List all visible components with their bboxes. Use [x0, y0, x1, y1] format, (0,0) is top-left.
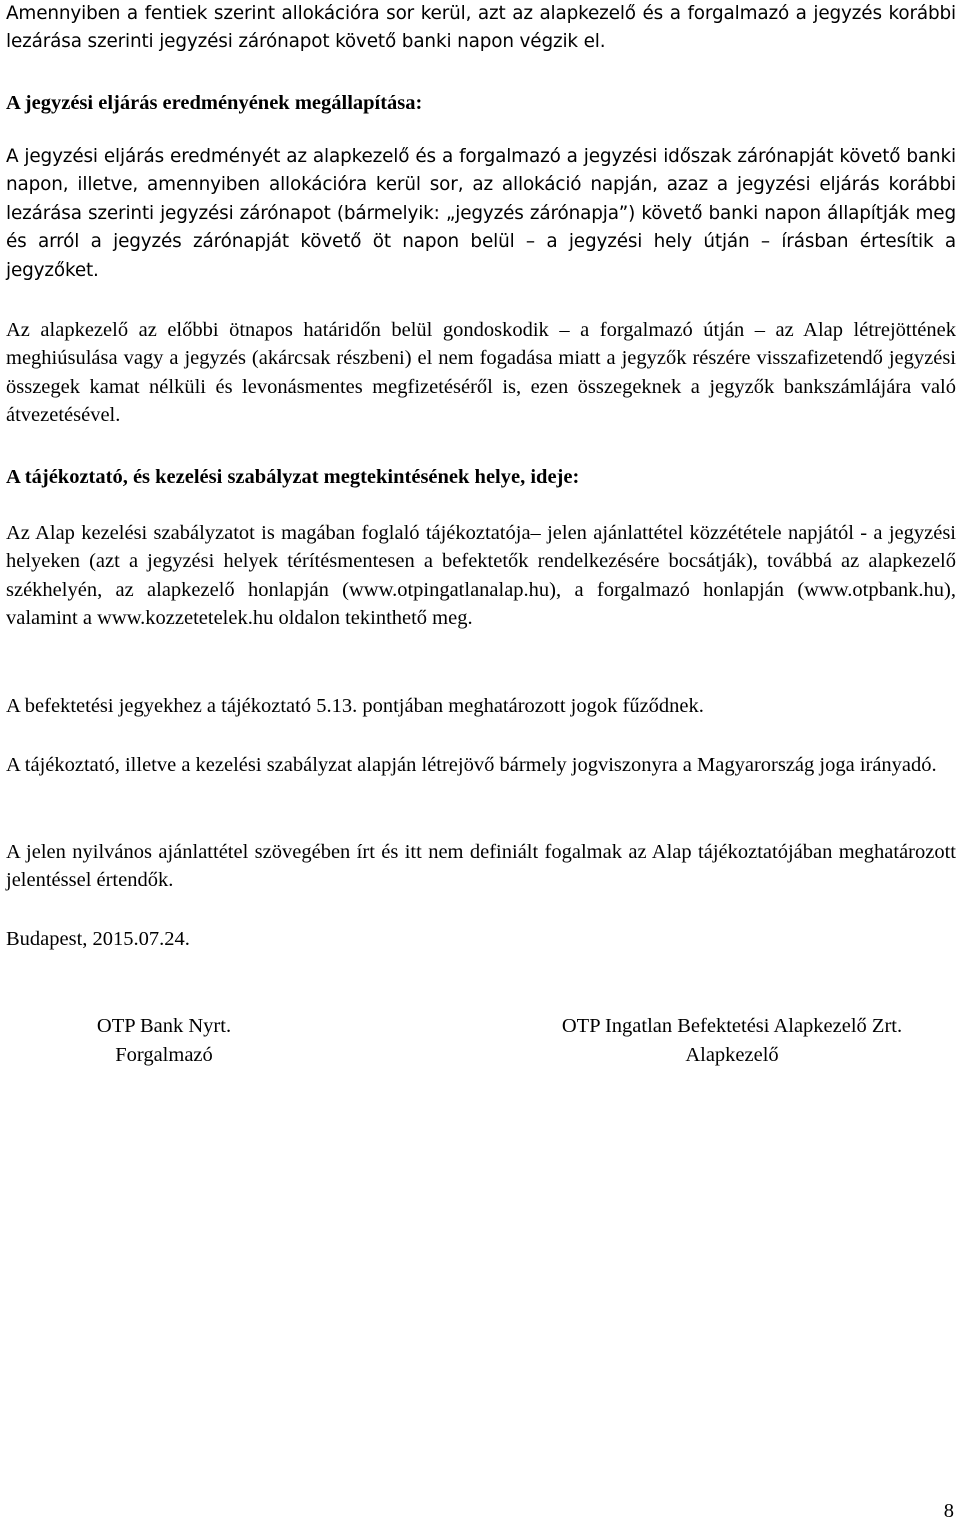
section-heading-result: A jegyzési eljárás eredményének megállapítása: — [6, 92, 423, 114]
signatory-role: Alapkezelő — [685, 1044, 779, 1066]
paragraph-rights: A befektetési jegyekhez a tájékoztató 5.13. pontjában meghatározott jogok fűződnek. — [6, 695, 704, 717]
paragraph-governing-law: A tájékoztató, illetve a kezelési szabályzat alapján létrejövő bármely jogviszonyra a Magyarország joga irányadó. — [6, 754, 937, 776]
paragraph-definitions: A jelen nyilvános ajánlattétel szövegében írt és itt nem definiált fogalmak az Alap tájékoztatójában meghatározott jelentéssel értendők. — [6, 841, 956, 892]
place-date: Budapest, 2015.07.24. — [6, 928, 190, 950]
paragraph-prospectus-access: Az Alap kezelési szabályzatot is magában foglaló tájékoztatója– jelen ajánlattétel közzététele napjától - a jegyzési helyeken (azt a jegyzési helyek térítésmentesen a befektetők rendelkezésére bocsátják), továbbá az alapkezelő székhelyén, az alapkezelő honlapján (www.otpingatlanalap.hu), a forgalmazó honlapján (www.otpbank.hu), valamint a www.kozzetetelek.hu oldalon tekinthető meg. — [6, 522, 956, 630]
signature-block-distributor — [64, 1012, 264, 1070]
signatory-name: OTP Ingatlan Befektetési Alapkezelő Zrt. — [561, 1015, 903, 1037]
paragraph-result-determination: A jegyzési eljárás eredményét az alapkezelő és a forgalmazó a jegyzési időszak zárónapját követő banki napon, illetve, amennyiben allokációra kerül sor, az allokáció napján, azaz a jegyzési eljárás korábbi lezárása szerinti jegyzési zárónapot (bármelyik: „jegyzés zárónapja”) követő banki napon állapítják meg és arról a jegyzés zárónapját követő öt napon belül – a jegyzési hely útján – írásban értesítik a jegyzőket. — [6, 146, 956, 281]
signature-block-fund-manager — [512, 1012, 952, 1070]
page-number: 8 — [943, 1500, 954, 1522]
section-heading-prospectus: A tájékoztató, és kezelési szabályzat megtekintésének helye, ideje: — [6, 466, 580, 488]
signatory-name: OTP Bank Nyrt. — [96, 1015, 232, 1037]
paragraph-allocation-note: Amennyiben a fentiek szerint allokációra sor kerül, azt az alapkezelő és a forgalmazó a jegyzés korábbi lezárása szerinti jegyzési zárónapot követő banki napon végzik el. — [6, 3, 956, 53]
paragraph-refund: Az alapkezelő az előbbi ötnapos határidőn belül gondoskodik – a forgalmazó útján – az Alap létrejöttének meghiúsulása vagy a jegyzés (akárcsak részbeni) el nem fogadása miatt a jegyzők részére visszafizetendő jegyzési összegek kamat nélküli és levonásmentes megfizetéséről is, ezen összegeknek a jegyzők bankszámlájára való átvezetésével. — [6, 319, 956, 427]
signatory-role: Forgalmazó — [115, 1044, 213, 1066]
